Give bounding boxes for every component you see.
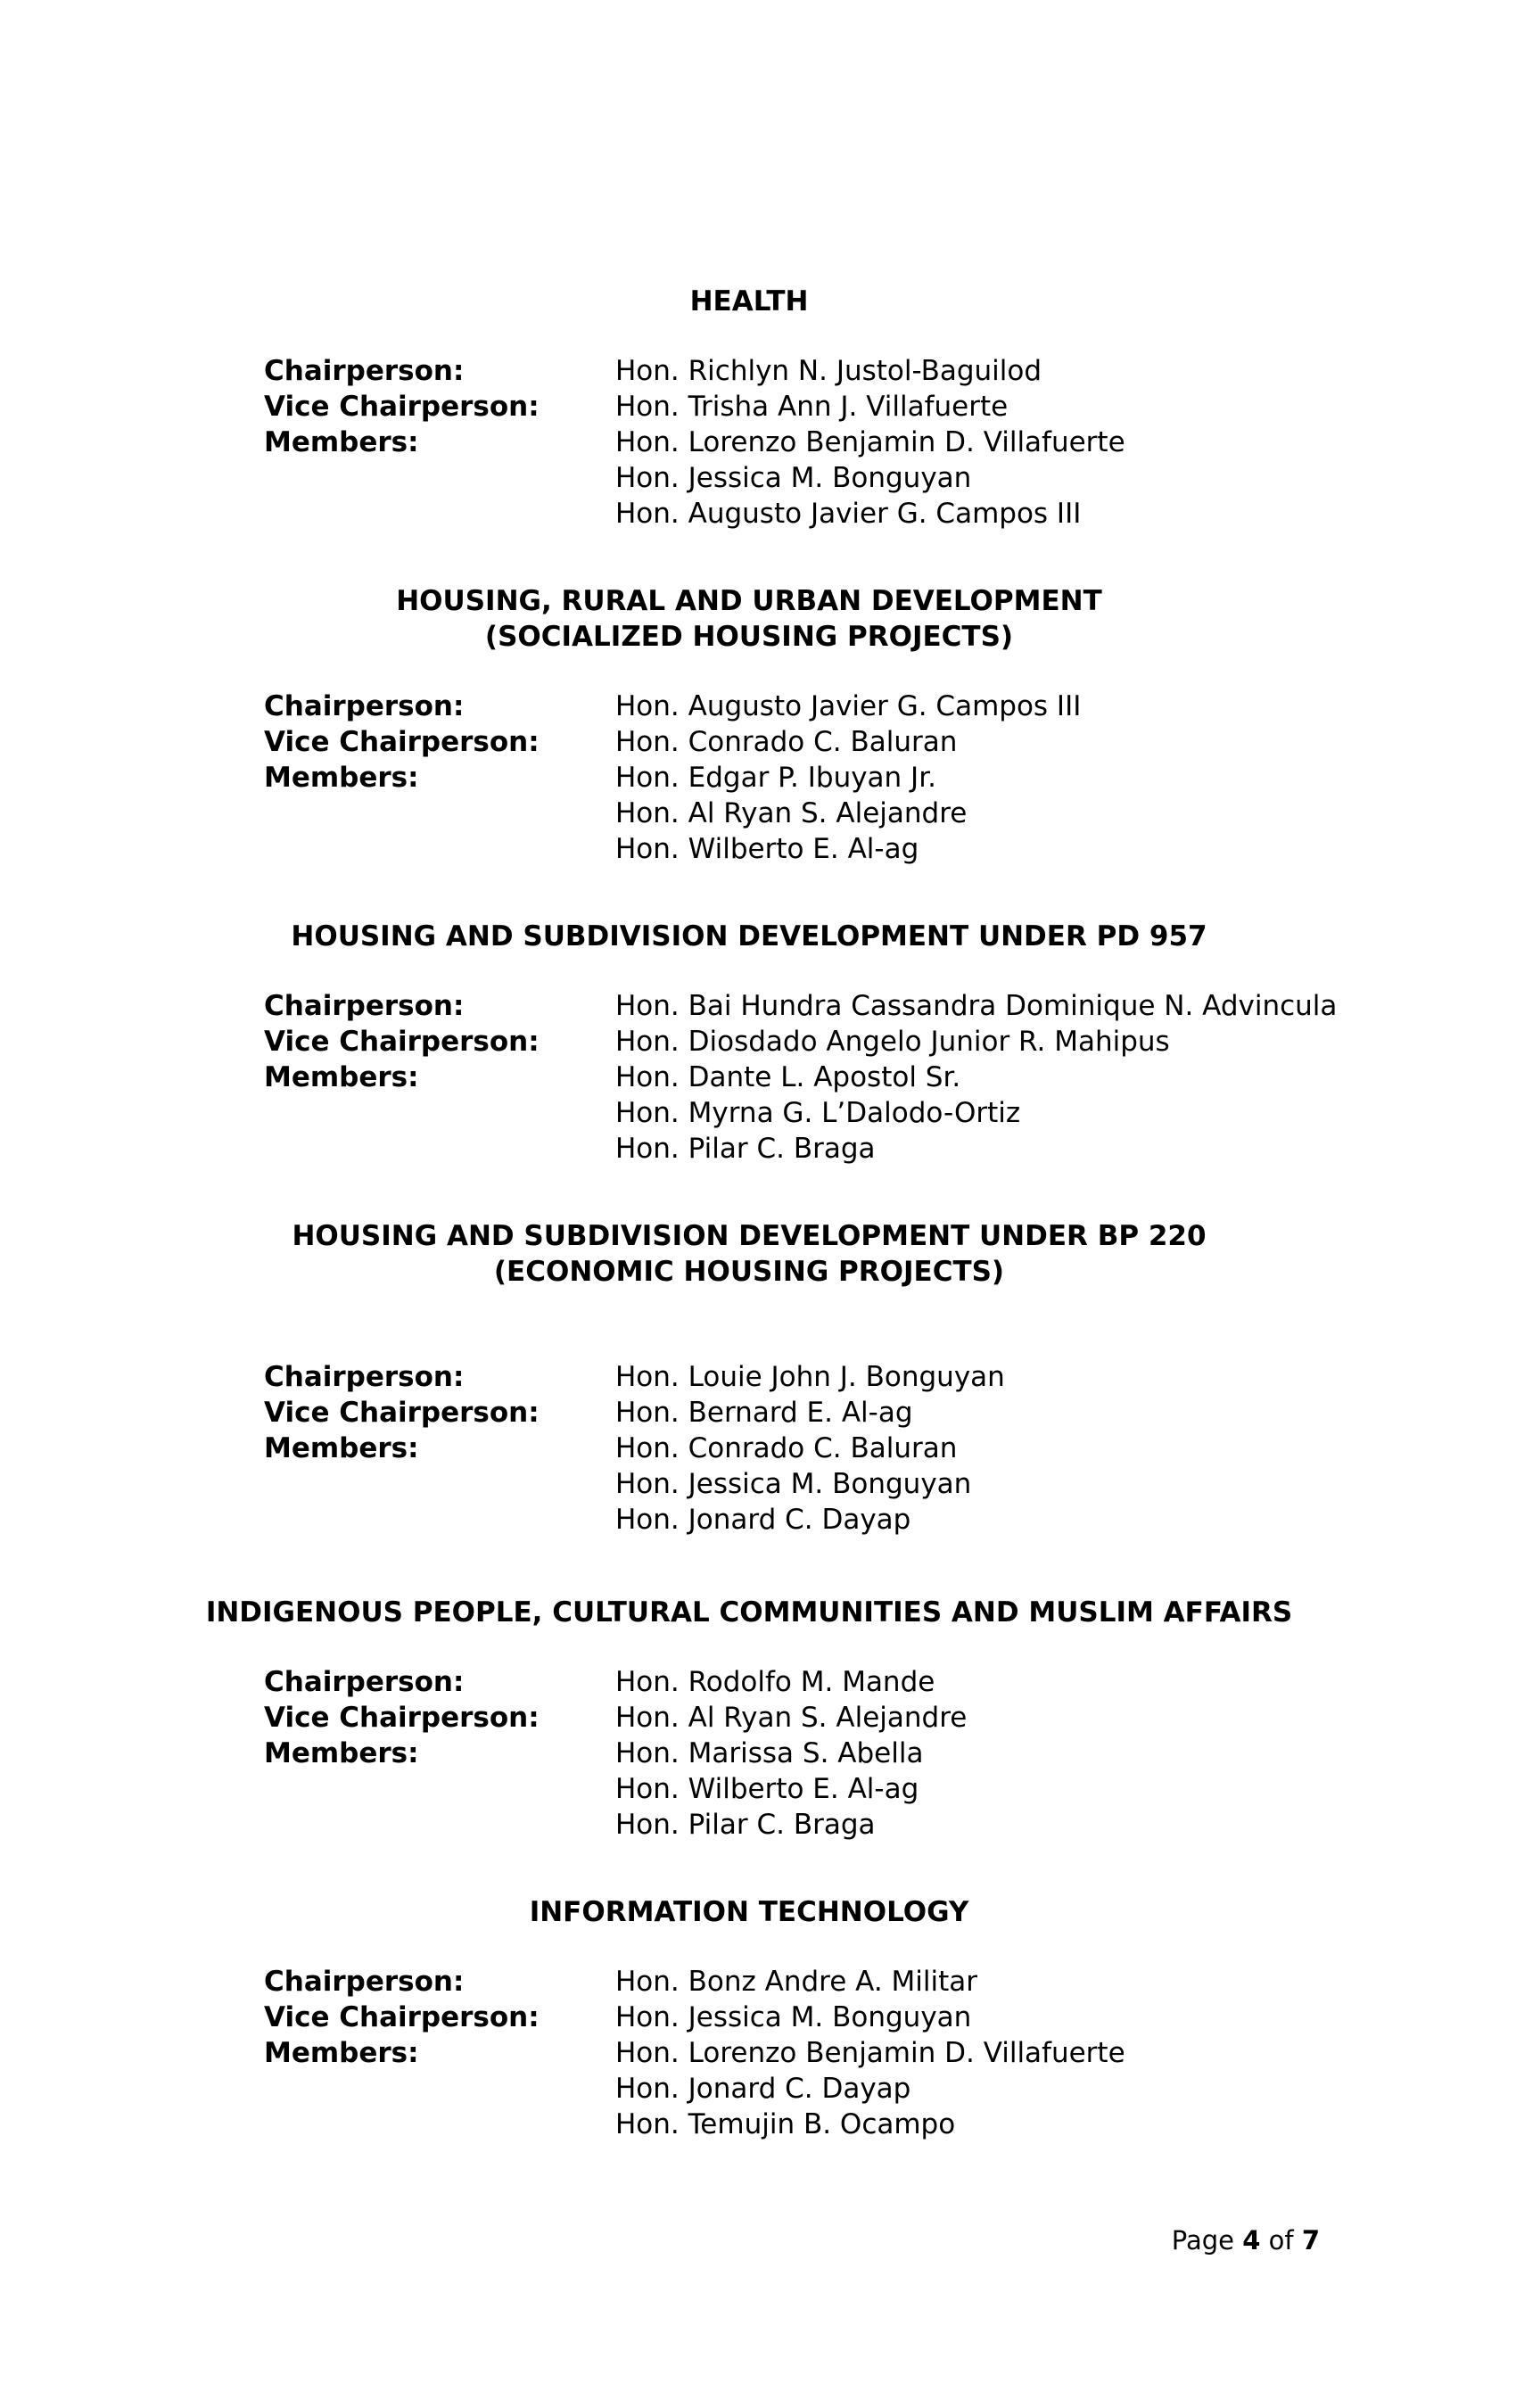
chairperson-label: Chairperson:	[264, 1361, 465, 1393]
committee-title	[0, 1595, 1498, 1630]
vice-chairperson-label: Vice Chairperson:	[264, 1702, 540, 1734]
chairperson-row	[264, 689, 1516, 724]
member-name: Hon. Wilberto E. Al-ag	[615, 1773, 919, 1805]
chairperson-label: Chairperson:	[264, 990, 465, 1022]
members-list	[615, 1060, 1020, 1167]
committee-title-line: INFORMATION TECHNOLOGY	[529, 1896, 969, 1928]
members-row	[264, 1431, 1516, 1538]
committee-title-line: HOUSING AND SUBDIVISION DEVELOPMENT UNDER PD 957	[291, 920, 1207, 952]
member-name: Hon. Edgar P. Ibuyan Jr.	[615, 762, 936, 794]
members-label: Members:	[264, 1737, 419, 1769]
vice-chairperson-name: Hon. Jessica M. Bonguyan	[615, 2001, 972, 2033]
chairperson-row	[264, 1964, 1516, 2000]
page-number	[1172, 2222, 1320, 2258]
committee-roles	[264, 689, 1516, 867]
chairperson-label: Chairperson:	[264, 1966, 465, 1998]
vice-chairperson-name: Hon. Trisha Ann J. Villafuerte	[615, 391, 1009, 423]
vice-chairperson-row	[264, 1700, 1516, 1736]
members-row	[264, 1736, 1516, 1843]
members-row	[264, 2035, 1516, 2142]
vice-chairperson-label: Vice Chairperson:	[264, 391, 540, 423]
committee-title-line: (SOCIALIZED HOUSING PROJECTS)	[484, 621, 1014, 653]
committee-roles	[264, 1359, 1516, 1538]
member-name: Hon. Marissa S. Abella	[615, 1737, 924, 1769]
chairperson-name: Hon. Augusto Javier G. Campos III	[615, 690, 1082, 722]
chairperson-row	[264, 1664, 1516, 1700]
vice-chairperson-name: Hon. Diosdado Angelo Junior R. Mahipus	[615, 1026, 1170, 1058]
member-name: Hon. Pilar C. Braga	[615, 1809, 876, 1841]
committee-title-line: HEALTH	[689, 285, 809, 317]
vice-chairperson-row	[264, 1024, 1516, 1060]
committee-title	[0, 1894, 1498, 1930]
members-list	[615, 760, 967, 867]
members-list	[615, 1431, 971, 1538]
committee-title	[0, 1218, 1498, 1290]
member-name: Hon. Dante L. Apostol Sr.	[615, 1061, 961, 1093]
members-list	[615, 425, 1125, 532]
committee-section-health	[0, 284, 1516, 532]
members-label: Members:	[264, 426, 419, 458]
vice-chairperson-name: Hon. Conrado C. Baluran	[615, 726, 958, 758]
committee-title-line: INDIGENOUS PEOPLE, CULTURAL COMMUNITIES AND MUSLIM AFFAIRS	[205, 1596, 1293, 1629]
members-label: Members:	[264, 762, 419, 794]
member-name: Hon. Jonard C. Dayap	[615, 1504, 911, 1536]
committee-roles	[264, 353, 1516, 532]
member-name: Hon. Lorenzo Benjamin D. Villafuerte	[615, 426, 1125, 458]
members-row	[264, 760, 1516, 867]
committee-title-line: HOUSING AND SUBDIVISION DEVELOPMENT UNDER BP 220	[292, 1220, 1207, 1252]
committee-title-line: (ECONOMIC HOUSING PROJECTS)	[493, 1256, 1005, 1288]
chairperson-label: Chairperson:	[264, 690, 465, 722]
member-name: Hon. Temujin B. Ocampo	[615, 2108, 956, 2140]
chairperson-row	[264, 988, 1516, 1024]
member-name: Hon. Wilberto E. Al-ag	[615, 833, 919, 865]
members-row	[264, 425, 1516, 532]
member-name: Hon. Augusto Javier G. Campos III	[615, 498, 1082, 530]
member-name: Hon. Jessica M. Bonguyan	[615, 462, 972, 494]
total-pages-number: 7	[1301, 2225, 1320, 2255]
committee-title	[0, 583, 1498, 655]
chairperson-name: Hon. Louie John J. Bonguyan	[615, 1361, 1005, 1393]
committee-section-housing-pd957	[0, 919, 1516, 1167]
committee-roles	[264, 1964, 1516, 2142]
vice-chairperson-row	[264, 1395, 1516, 1431]
committee-title-line: HOUSING, RURAL AND URBAN DEVELOPMENT	[396, 585, 1102, 617]
committee-roles	[264, 988, 1516, 1167]
chairperson-row	[264, 1359, 1516, 1395]
current-page-number: 4	[1242, 2225, 1261, 2255]
chairperson-label: Chairperson:	[264, 355, 465, 387]
committee-section-housing-bp220	[0, 1218, 1516, 1538]
member-name: Hon. Jessica M. Bonguyan	[615, 1468, 972, 1500]
member-name: Hon. Myrna G. L’Dalodo-Ortiz	[615, 1097, 1021, 1129]
chairperson-name: Hon. Bonz Andre A. Militar	[615, 1966, 978, 1998]
of-word: of	[1268, 2225, 1294, 2255]
committee-section-housing-rural-urban	[0, 583, 1516, 867]
vice-chairperson-row	[264, 2000, 1516, 2035]
vice-chairperson-label: Vice Chairperson:	[264, 1026, 540, 1058]
members-label: Members:	[264, 1432, 419, 1464]
member-name: Hon. Lorenzo Benjamin D. Villafuerte	[615, 2037, 1125, 2069]
vice-chairperson-label: Vice Chairperson:	[264, 726, 540, 758]
vice-chairperson-label: Vice Chairperson:	[264, 1397, 540, 1429]
members-list	[615, 2035, 1125, 2142]
vice-chairperson-label: Vice Chairperson:	[264, 2001, 540, 2033]
committee-title	[0, 919, 1498, 954]
committee-roles	[264, 1664, 1516, 1843]
vice-chairperson-name: Hon. Bernard E. Al-ag	[615, 1397, 913, 1429]
committee-section-information-technology	[0, 1894, 1516, 2142]
committee-title	[0, 284, 1498, 319]
chairperson-name: Hon. Richlyn N. Justol-Baguilod	[615, 355, 1042, 387]
member-name: Hon. Conrado C. Baluran	[615, 1432, 958, 1464]
vice-chairperson-row	[264, 724, 1516, 760]
member-name: Hon. Jonard C. Dayap	[615, 2073, 911, 2105]
chairperson-name: Hon. Bai Hundra Cassandra Dominique N. Advincula	[615, 990, 1338, 1022]
member-name: Hon. Al Ryan S. Alejandre	[615, 797, 968, 829]
members-list	[615, 1736, 923, 1843]
chairperson-name: Hon. Rodolfo M. Mande	[615, 1666, 935, 1698]
page-word: Page	[1171, 2225, 1235, 2255]
members-label: Members:	[264, 2037, 419, 2069]
vice-chairperson-name: Hon. Al Ryan S. Alejandre	[615, 1702, 968, 1734]
committee-section-indigenous-people	[0, 1595, 1516, 1843]
chairperson-row	[264, 353, 1516, 389]
vice-chairperson-row	[264, 389, 1516, 425]
members-row	[264, 1060, 1516, 1167]
chairperson-label: Chairperson:	[264, 1666, 465, 1698]
members-label: Members:	[264, 1061, 419, 1093]
member-name: Hon. Pilar C. Braga	[615, 1133, 876, 1165]
